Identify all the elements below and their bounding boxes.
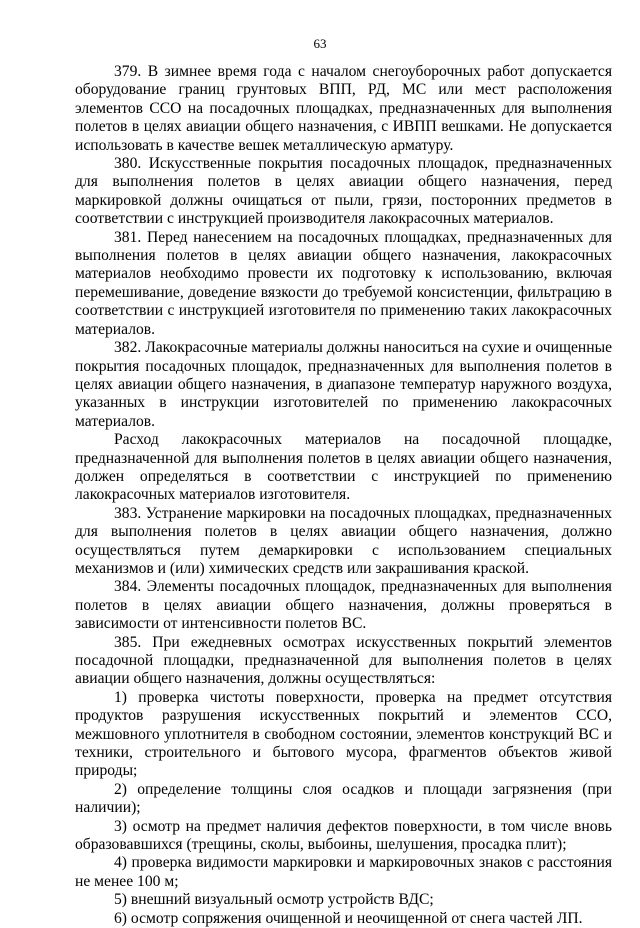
- paragraph-382: 382. Лакокрасочные материалы должны наноситься на сухие и очищенные покрытия посадочных площадок, предназначенных для выполнения полетов в целях авиации общего назначения, в диапазоне температур наружного воздуха, указанных в инструкции изготовителей по применению лакокрасочных материалов.: [75, 339, 612, 430]
- list-item-3: 3) осмотр на предмет наличия дефектов поверхности, в том числе вновь образовавшихся (трещины, сколы, выбоины, шелушения, просадка плит);: [75, 817, 612, 854]
- paragraph-384: 384. Элементы посадочных площадок, предназначенных для выполнения полетов в целях авиации общего назначения, должны проверяться в зависимости от интенсивности полетов ВС.: [75, 578, 612, 633]
- list-item-4: 4) проверка видимости маркировки и маркировочных знаков с расстояния не менее 100 м;: [75, 854, 612, 890]
- paragraph-380: 380. Искусственные покрытия посадочных площадок, предназначенных для выполнения полетов в целях авиации общего назначения, перед маркировкой должны очищаться от пыли, грязи, посторонних предметов в соответствии с инструкцией производителя лакокрасочных материалов.: [75, 155, 612, 228]
- list-item-5: 5) внешний визуальный осмотр устройств ВДС;: [114, 891, 434, 909]
- list-item-6: 6) осмотр сопряжения очищенной и неочищенной от снега частей ЛП.: [114, 909, 583, 927]
- paragraph-385: 385. При ежедневных осмотрах искусственных покрытий элементов посадочной площадки, предназначенной для выполнения полетов в целях авиации общего назначения, должны осуществляться:: [75, 633, 612, 688]
- list-item-2: 2) определение толщины слоя осадков и площади загрязнения (при наличии);: [75, 780, 612, 817]
- paragraph-381: 381. Перед нанесением на посадочных площадках, предназначенных для выполнения полетов в целях авиации общего назначения, лакокрасочных материалов необходимо провести их подготовку к использованию, включая перемешивание, доведение вязкости до требуемой консистенции, фильтрацию в соответствии с инструкцией изготовителя по применению таких лакокрасочных материалов.: [75, 228, 612, 338]
- paragraph-383: 383. Устранение маркировки на посадочных площадках, предназначенных для выполнения полетов в целях авиации общего назначения, должно осуществляться путем демаркировки с использованием специальных механизмов и (или) химических средств или закрашивания краской.: [75, 504, 612, 577]
- document-body: [75, 63, 612, 928]
- paragraph-379: 379. В зимнее время года с началом снегоуборочных работ допускается оборудование границ грунтовых ВПП, РД, МС или мест расположения элементов ССО на посадочных площадках, предназначенных для выполнения полетов в целях авиации общего назначения, с ИВПП вешками. Не допускается использовать в качестве вешек металлическую арматуру.: [75, 63, 612, 154]
- paragraph-382-consumption: Расход лакокрасочных материалов на посадочной площадке, предназначенной для выполнения полетов в целях авиации общего назначения, должен определяться в соответствии с инструкцией по применению лакокрасочных материалов изготовителя.: [75, 431, 612, 504]
- page-number: 63: [313, 36, 327, 51]
- list-item-1: 1) проверка чистоты поверхности, проверка на предмет отсутствия продуктов разрушения искусственных покрытий и элементов ССО, межшовного уплотнителя в свободном состоянии, элементов конструкций ВС и техники, строительного и бытового мусора, фрагментов объектов живой природы;: [75, 688, 612, 780]
